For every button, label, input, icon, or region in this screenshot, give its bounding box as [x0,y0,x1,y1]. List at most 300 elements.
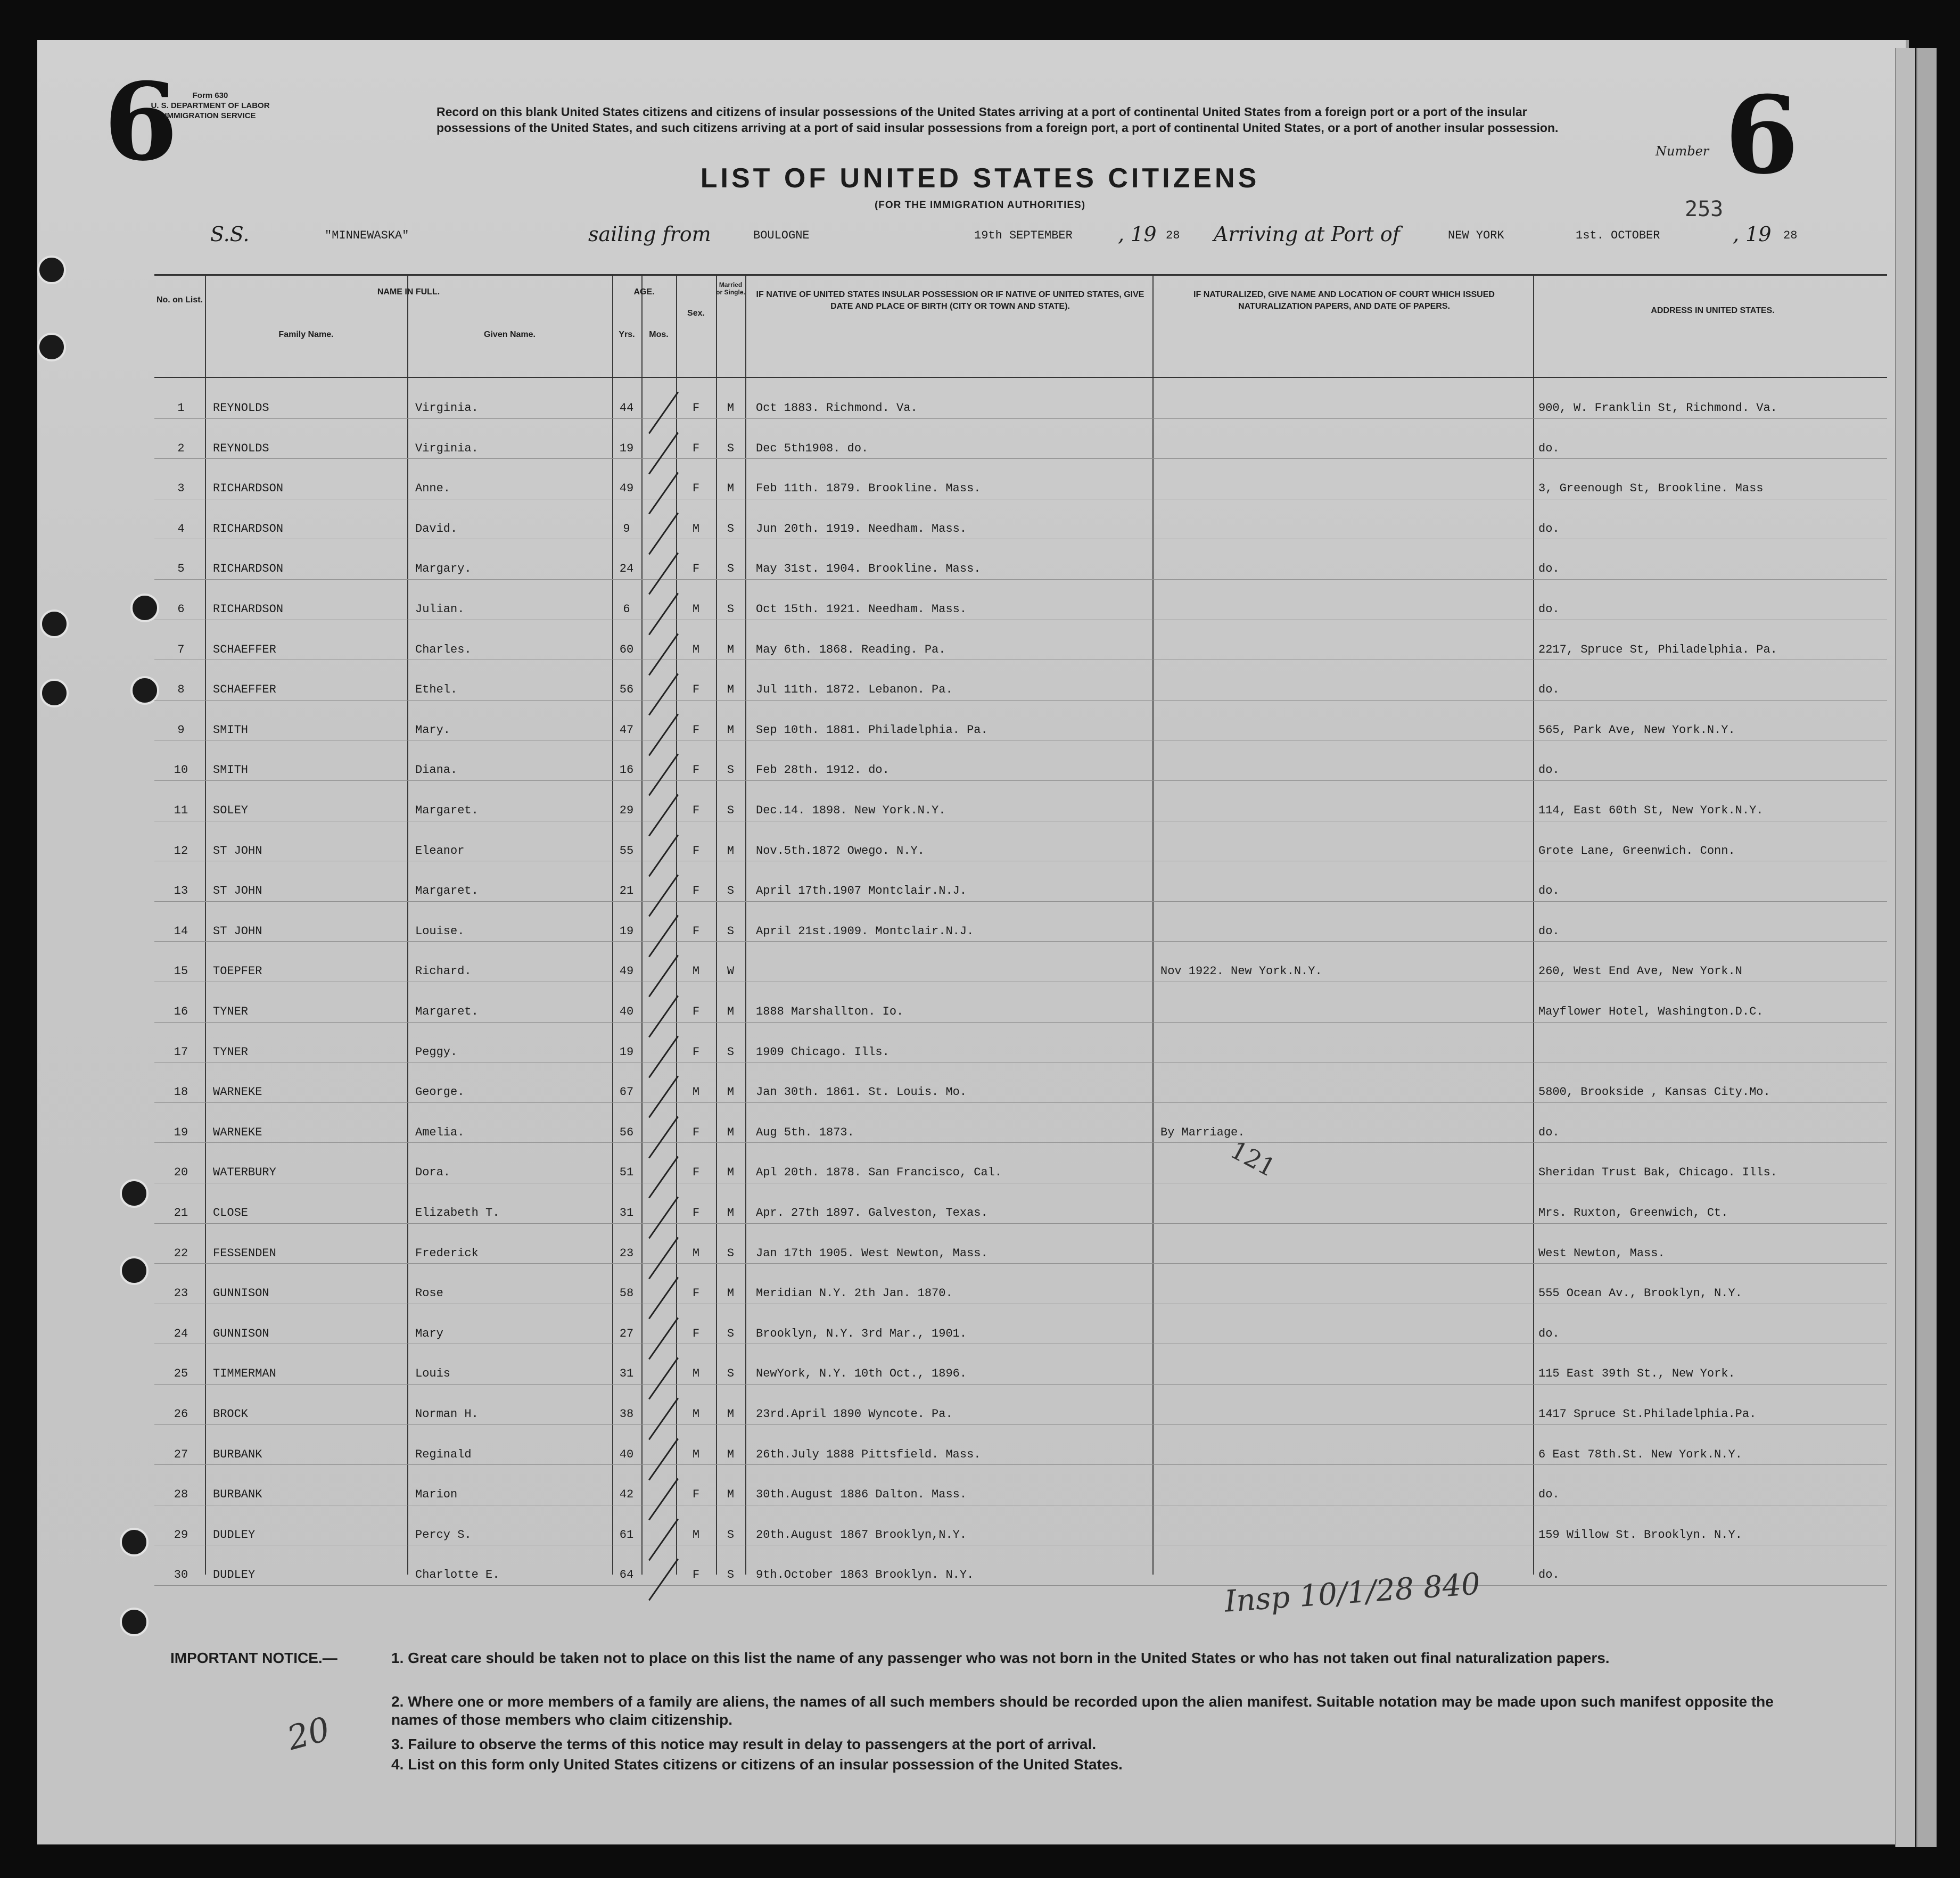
row-rule [154,1384,1887,1385]
row-number: 24 [174,1327,188,1340]
given-name: Charles. [415,643,472,656]
page-edge [1895,48,1915,1847]
header-birth: IF NATIVE OF UNITED STATES INSULAR POSSESSION OR IF NATIVE OF UNITED STATES, GIVE DATE AND PLACE OF BIRTH (CITY OR TOWN AND STATE). [756,290,1144,311]
inspection-check-mark [648,875,679,917]
address: 114, East 60th St, New York.N.Y. [1538,804,1764,817]
address: 3, Greenough St, Brookline. Mass [1538,482,1764,496]
intro-text: Record on this blank United States citizens and citizens of insular possessions of the United States arriving at a port of continental United States from a foreign port or a port of the insular possessions of the United States, and such citizens arriving at a port of said insular possessions from a foreign port, a port of continental United States, or a port of another insular possession. [437,105,1559,135]
sex: F [692,441,700,455]
family-name: DUDLEY [213,1568,256,1582]
birth-info: Oct 15th. 1921. Needham. Mass. [756,603,967,616]
sex: F [692,1327,700,1340]
address: 2217, Spruce St, Philadelphia. Pa. [1538,643,1777,656]
family-name: WATERBURY [213,1166,276,1180]
marital-status: M [727,1085,735,1099]
row-number: 23 [174,1287,188,1300]
row-number: 3 [177,482,185,496]
row-rule [154,1263,1887,1264]
birth-info: Feb 11th. 1879. Brookline. Mass. [756,482,981,496]
sex: M [692,1085,700,1099]
column-rule [1152,276,1154,1575]
marital-status: M [727,1488,735,1502]
age-years: 29 [619,804,634,817]
birth-info: May 31st. 1904. Brookline. Mass. [756,562,981,576]
age-years: 21 [619,884,634,898]
row-number: 1 [177,401,185,415]
family-name: BURBANK [213,1488,262,1502]
inspection-check-mark [648,392,679,434]
given-name: Mary. [415,723,451,737]
inspection-check-mark [648,754,679,796]
age-years: 31 [619,1367,634,1381]
age-years: 40 [619,1447,634,1461]
year-prefix-to: , 19 [1733,223,1772,246]
birth-info: Jan 17th 1905. West Newton, Mass. [756,1246,988,1260]
family-name: RICHARDSON [213,562,284,576]
address: do. [1538,1125,1560,1139]
sex: F [692,1568,700,1582]
family-name: ST JOHN [213,924,262,938]
inspection-check-mark [648,834,679,877]
marital-status: S [727,924,735,938]
marital-status: M [727,1005,735,1018]
given-name: Richard. [415,965,472,978]
sex: F [692,1488,700,1502]
family-name: RICHARDSON [213,522,284,536]
binding-hole [120,1608,149,1636]
inspection-check-mark [648,1277,679,1320]
birth-info: 1909 Chicago. Ills. [756,1045,890,1059]
inspection-check-mark [648,1519,679,1561]
passenger-table [154,274,1887,1582]
address: 260, West End Ave, New York.N [1538,965,1742,978]
given-name: Virginia. [415,401,479,415]
binding-hole [120,1528,149,1556]
given-name: Marion [415,1488,458,1502]
column-rule [1533,276,1534,1575]
marital-status: S [727,804,735,817]
naturalization-info: Nov 1922. New York.N.Y. [1160,965,1322,978]
row-number: 8 [177,683,185,697]
header-married-single: Married or Single. [716,281,745,296]
birth-info: Nov.5th.1872 Owego. N.Y. [756,844,925,858]
family-name: DUDLEY [213,1528,256,1542]
inspection-check-mark [648,633,679,676]
sex: F [692,1125,700,1139]
marital-status: S [727,1367,735,1381]
ship-name: "MINNEWASKA" [325,229,409,242]
marital-status: M [727,1125,735,1139]
marital-status: M [727,1447,735,1461]
row-number: 10 [174,763,188,777]
given-name: Peggy. [415,1045,458,1059]
sex: M [692,1367,700,1381]
address: do. [1538,683,1560,697]
birth-info: Apr. 27th 1897. Galveston, Texas. [756,1206,988,1220]
inspection-check-mark [648,432,679,474]
given-name: Margary. [415,562,472,576]
marital-status: S [727,1327,735,1340]
inspection-check-mark [648,794,679,837]
inspection-check-mark [648,673,679,716]
sex: M [692,1447,700,1461]
sex: M [692,1246,700,1260]
row-number: 2 [177,441,185,455]
departure-port: BOULOGNE [753,229,810,242]
birth-info: 1888 Marshallton. Io. [756,1005,904,1018]
given-name: Louise. [415,924,465,938]
given-name: Norman H. [415,1407,479,1421]
birth-info: Jul 11th. 1872. Lebanon. Pa. [756,683,953,697]
address: 900, W. Franklin St, Richmond. Va. [1538,401,1777,415]
row-rule [154,1223,1887,1224]
row-rule [154,418,1887,419]
inspection-check-mark [648,1197,679,1239]
sex: F [692,401,700,415]
given-name: Amelia. [415,1125,465,1139]
age-years: 23 [619,1246,634,1260]
family-name: CLOSE [213,1206,249,1220]
family-name: REYNOLDS [213,401,269,415]
family-name: RICHARDSON [213,482,284,496]
given-name: Percy S. [415,1528,472,1542]
address: do. [1538,603,1560,616]
given-name: Margaret. [415,884,479,898]
row-number: 25 [174,1367,188,1381]
marital-status: S [727,1045,735,1059]
inspection-check-mark [648,714,679,756]
sex: F [692,924,700,938]
arriving-label: Arriving at Port of [1214,223,1400,246]
row-number: 26 [174,1407,188,1421]
family-name: REYNOLDS [213,441,269,455]
row-rule [154,1585,1887,1586]
column-rule [205,276,206,1575]
marital-status: S [727,884,735,898]
age-years: 42 [619,1488,634,1502]
birth-info: Meridian N.Y. 2th Jan. 1870. [756,1287,953,1300]
address: 555 Ocean Av., Brooklyn, N.Y. [1538,1287,1742,1300]
given-name: Frederick [415,1246,479,1260]
marital-status: S [727,441,735,455]
age-years: 49 [619,482,634,496]
row-rule [154,901,1887,902]
sex: F [692,562,700,576]
sex: M [692,522,700,536]
binding-hole [40,609,69,638]
row-number: 6 [177,603,185,616]
age-years: 56 [619,1125,634,1139]
marital-status: M [727,1166,735,1180]
birth-info: Brooklyn, N.Y. 3rd Mar., 1901. [756,1327,967,1340]
header-naturalized: IF NATURALIZED, GIVE NAME AND LOCATION OF COURT WHICH ISSUED NATURALIZATION PAPERS, AND DATE OF PAPERS. [1193,290,1495,311]
given-name: Dora. [415,1166,451,1180]
row-number: 27 [174,1447,188,1461]
marital-status: M [727,683,735,697]
header-age: AGE. [633,287,655,296]
address: do. [1538,884,1560,898]
column-rule [641,276,643,1575]
sex: F [692,1045,700,1059]
stamp-121: 121 [1225,1135,1281,1183]
sex: F [692,804,700,817]
notice-item: 3. Failure to observe the terms of this notice may result in delay to passengers at the port of arrival. [391,1736,1097,1752]
sailing-label: sailing from [588,223,711,246]
family-name: TIMMERMAN [213,1367,276,1381]
sex: F [692,844,700,858]
address: do. [1538,763,1560,777]
departure-year: 28 [1166,229,1180,242]
marital-status: S [727,603,735,616]
birth-info: 26th.July 1888 Pittsfield. Mass. [756,1447,981,1461]
inspection-check-mark [648,553,679,595]
given-name: David. [415,522,458,536]
address: West Newton, Mass. [1538,1246,1665,1260]
arrival-port: NEW YORK [1448,229,1504,242]
sex: M [692,1528,700,1542]
inspection-check-mark [648,513,679,555]
given-name: Elizabeth T. [415,1206,500,1220]
birth-info: 9th.October 1863 Brooklyn. N.Y. [756,1568,974,1582]
row-number: 30 [174,1568,188,1582]
birth-info: Aug 5th. 1873. [756,1125,854,1139]
header-name: NAME IN FULL. [377,287,440,296]
marital-status: S [727,1528,735,1542]
marital-status: S [727,522,735,536]
number-label: Number [1656,144,1709,159]
address: do. [1538,1488,1560,1502]
row-rule [154,1022,1887,1023]
family-name: TYNER [213,1005,249,1018]
family-name: WARNEKE [213,1125,262,1139]
family-name: GUNNISON [213,1287,269,1300]
birth-info: 23rd.April 1890 Wyncote. Pa. [756,1407,953,1421]
row-number: 16 [174,1005,188,1018]
address: 5800, Brookside , Kansas City.Mo. [1538,1085,1770,1099]
family-name: WARNEKE [213,1085,262,1099]
row-number: 28 [174,1488,188,1502]
address: do. [1538,924,1560,938]
inspection-check-mark [648,1156,679,1199]
column-rule [407,276,408,1575]
header-yrs: Yrs. [619,330,635,339]
row-rule [154,1102,1887,1103]
inspection-check-mark [648,995,679,1038]
row-rule [154,458,1887,459]
address: do. [1538,562,1560,576]
birth-info: Feb 28th. 1912. do. [756,763,890,777]
age-years: 19 [619,441,634,455]
inspection-check-mark [648,1478,679,1521]
sex: F [692,1005,700,1018]
department-name: U. S. DEPARTMENT OF LABOR [151,101,270,110]
age-years: 49 [619,965,634,978]
header-no: No. on List. [156,295,203,304]
row-number: 12 [174,844,188,858]
given-name: Julian. [415,603,465,616]
row-rule [154,579,1887,580]
birth-info: Jun 20th. 1919. Needham. Mass. [756,522,967,536]
inspection-check-mark [648,955,679,998]
binding-hole [37,333,66,361]
naturalization-info: By Marriage. [1160,1125,1245,1139]
marital-status: S [727,1568,735,1582]
ss-label: S.S. [210,223,250,246]
notice-heading: IMPORTANT NOTICE.— [170,1650,337,1666]
family-name: SCHAEFFER [213,643,276,656]
row-rule [154,941,1887,942]
age-years: 19 [619,924,634,938]
given-name: George. [415,1085,465,1099]
family-name: BURBANK [213,1447,262,1461]
header-given: Given Name. [484,330,536,339]
notice-item: 2. Where one or more members of a family are aliens, the names of all such members should be recorded upon the alien manifest. Suitable notation may be made upon such manifest opposite the names of those members who claim citizenship. [391,1693,1774,1728]
birth-info: Jan 30th. 1861. St. Louis. Mo. [756,1085,967,1099]
address: 1417 Spruce St.Philadelphia.Pa. [1538,1407,1757,1421]
row-number: 17 [174,1045,188,1059]
family-name: SMITH [213,763,249,777]
notice-item: 1. Great care should be taken not to place on this list the name of any passenger who was not born in the United States or who has not taken out final naturalization papers. [391,1650,1610,1666]
row-number: 5 [177,562,185,576]
birth-info: 20th.August 1867 Brooklyn,N.Y. [756,1528,967,1542]
corner-number-left: 6 [104,60,178,185]
age-years: 38 [619,1407,634,1421]
age-years: 40 [619,1005,634,1018]
row-rule [154,1424,1887,1425]
age-years: 64 [619,1568,634,1582]
sex: M [692,643,700,656]
row-rule [154,780,1887,781]
header-mos: Mos. [649,330,669,339]
address: do. [1538,1568,1560,1582]
age-years: 19 [619,1045,634,1059]
row-rule [154,1464,1887,1465]
marital-status: M [727,1206,735,1220]
family-name: ST JOHN [213,884,262,898]
sex: F [692,723,700,737]
address: 159 Willow St. Brooklyn. N.Y. [1538,1528,1742,1542]
age-years: 27 [619,1327,634,1340]
marital-status: M [727,723,735,737]
header-sex: Sex. [687,309,705,318]
address: Sheridan Trust Bak, Chicago. Ills. [1538,1166,1777,1180]
family-name: SMITH [213,723,249,737]
family-name: GUNNISON [213,1327,269,1340]
address: 565, Park Ave, New York.N.Y. [1538,723,1735,737]
inspection-check-mark [648,1317,679,1360]
inspection-check-mark [648,472,679,515]
sex: F [692,763,700,777]
address: Grote Lane, Greenwich. Conn. [1538,844,1735,858]
page-subtitle: (FOR THE IMMIGRATION AUTHORITIES) [874,200,1086,211]
inspector-signature: Insp 10/1/28 840 [1223,1567,1481,1619]
row-number: 19 [174,1125,188,1139]
age-years: 60 [619,643,634,656]
inspection-check-mark [648,1116,679,1159]
sex: F [692,683,700,697]
row-rule [154,1142,1887,1143]
row-number: 11 [174,804,188,817]
inspection-check-mark [648,593,679,636]
family-name: FESSENDEN [213,1246,276,1260]
row-rule [154,700,1887,701]
age-years: 67 [619,1085,634,1099]
row-number: 9 [177,723,185,737]
marital-status: M [727,643,735,656]
departure-date: 19th SEPTEMBER [974,229,1073,242]
given-name: Louis [415,1367,451,1381]
arrival-year: 28 [1783,229,1798,242]
marital-status: M [727,482,735,496]
page-stamp: 253 [1685,197,1724,221]
age-years: 58 [619,1287,634,1300]
age-years: 9 [623,522,630,536]
arrival-date: 1st. OCTOBER [1576,229,1660,242]
inspection-check-mark [648,1237,679,1279]
family-name: ST JOHN [213,844,262,858]
row-number: 22 [174,1246,188,1260]
age-years: 31 [619,1206,634,1220]
header-address: ADDRESS IN UNITED STATES. [1651,306,1775,315]
corner-number-right: 6 [1725,73,1799,198]
form-identifier [149,90,271,121]
age-years: 47 [619,723,634,737]
address: Mayflower Hotel, Washington.D.C. [1538,1005,1764,1018]
header-rule [154,377,1887,378]
marital-status: M [727,1287,735,1300]
age-years: 16 [619,763,634,777]
form-number: Form 630 [192,91,228,100]
binding-hole [120,1179,149,1208]
address: Mrs. Ruxton, Greenwich, Ct. [1538,1206,1728,1220]
sex: F [692,884,700,898]
birth-info: NewYork, N.Y. 10th Oct., 1896. [756,1367,967,1381]
address: do. [1538,441,1560,455]
given-name: Mary [415,1327,443,1340]
inspection-check-mark [648,1357,679,1400]
family-name: TOEPFER [213,965,262,978]
inspection-check-mark [648,1438,679,1480]
address: 6 East 78th.St. New York.N.Y. [1538,1447,1742,1461]
sex: F [692,482,700,496]
binding-hole [120,1256,149,1285]
column-rule [716,276,717,1575]
row-number: 14 [174,924,188,938]
given-name: Reginald [415,1447,472,1461]
given-name: Ethel. [415,683,458,697]
marital-status: S [727,1246,735,1260]
birth-info: Dec 5th1908. do. [756,441,869,455]
address: do. [1538,1327,1560,1340]
given-name: Eleanor [415,844,465,858]
year-prefix-from: , 19 [1118,223,1157,246]
sex: M [692,1407,700,1421]
header-family: Family Name. [278,330,334,339]
family-name: BROCK [213,1407,249,1421]
column-rule [676,276,677,1575]
given-name: Diana. [415,763,458,777]
birth-info: Oct 1883. Richmond. Va. [756,401,918,415]
birth-info: Sep 10th. 1881. Philadelphia. Pa. [756,723,988,737]
age-years: 24 [619,562,634,576]
inspection-check-mark [648,1076,679,1118]
age-years: 44 [619,401,634,415]
page-title: LIST OF UNITED STATES CITIZENS [700,163,1260,194]
birth-info: April 21st.1909. Montclair.N.J. [756,924,974,938]
birth-info: Dec.14. 1898. New York.N.Y. [756,804,946,817]
sex: F [692,1166,700,1180]
birth-info: 30th.August 1886 Dalton. Mass. [756,1488,967,1502]
